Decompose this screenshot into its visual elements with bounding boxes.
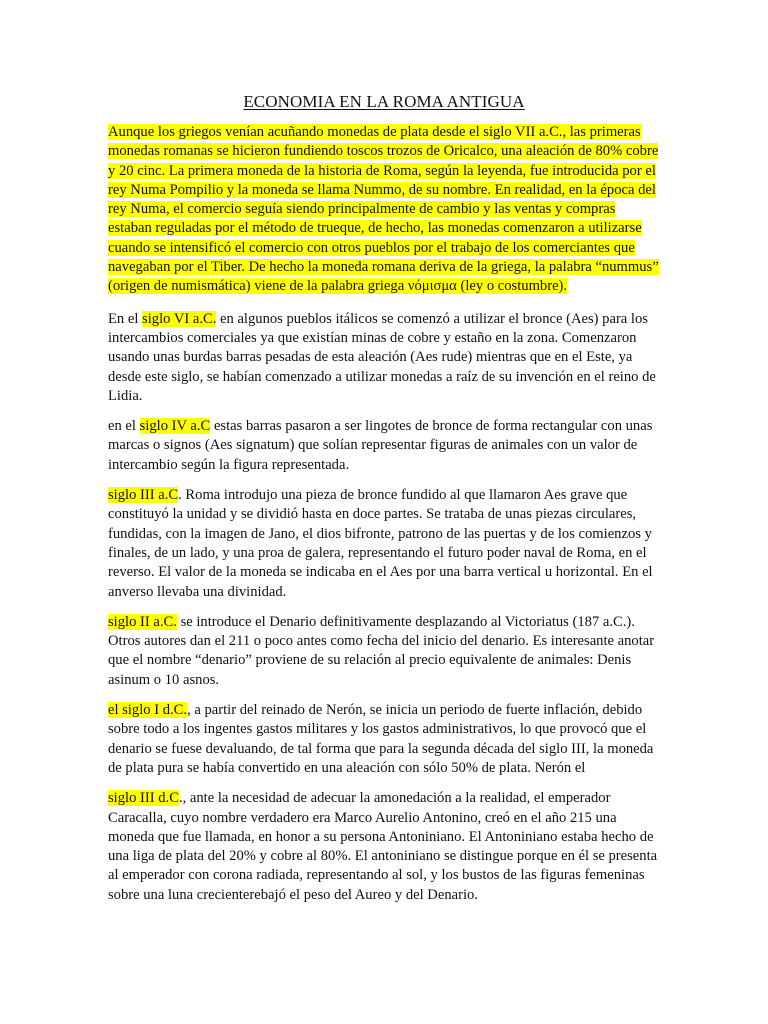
paragraph-body: ., ante la necesidad de adecuar la amonedación a la realidad, el emperador Caracalla, cuyo nombre verdadero era Marco Aurelio Antonino, creó en el año 215 una moneda que fue llamada, en honor a su persona Antoniniano. El Antoniniano estaba hecho de una liga de plata del 20% y cobre al 80%. El antoniniano se distingue porque en él se presenta al emperador con corona radiada, representando al sol, y los bustos de las figuras femeninas sobre una luna crecienterebajó el peso del Aureo y del Denario. <box>108 790 658 903</box>
highlighted-era: siglo II a.C. <box>108 613 177 630</box>
paragraph-body: , a partir del reinado de Nerón, se inicia un periodo de fuerte inflación, debido sobre todo a los ingentes gastos militares y los gastos administrativos, lo que provocó que el denario se fuese devaluando, de tal forma que para la segunda década del siglo III, la moneda de plata pura se había convertido en una aleación con sólo 50% de plata. Nerón el <box>108 702 654 776</box>
highlighted-era: siglo VI a.C. <box>142 310 217 327</box>
intro-highlighted-text: Aunque los griegos venían acuñando monedas de plata desde el siglo VII a.C., las primeras monedas romanas se hicieron fundiendo toscos trozos de Oricalco, una aleación de 80% cobre y 20 cinc. La primera moneda de la historia de Roma, según la leyenda, fue introducida por el rey Numa Pompilio y la moneda se llama Nummo, de su nombre. En realidad, en la época del rey Numa, el comercio seguía siendo principalmente de cambio y las ventas y compras estaban reguladas por el método de trueque, de hecho, las monedas comenzaron a utilizarse cuando se intensificó el comercio con otros pueblos por el trabajo de los comerciantes que navegaban por el Tiber. De hecho la moneda romana deriva de la griega, la palabra “nummus” (origen de numismática) viene de la palabra griega νόμισμα (ley o costumbre). <box>108 124 659 295</box>
paragraph-siglo-iii-dc <box>108 789 660 905</box>
highlighted-era: siglo IV a.C <box>139 418 211 435</box>
paragraph-body: en algunos pueblos itálicos se comenzó a utilizar el bronce (Aes) para los intercambios comerciales ya que existían minas de cobre y estaño en la zona. Comenzaron usando unas burdas barras pesadas de esta aleación (Aes rude) mientras que en el Este, ya desde este siglo, se habían comenzado a utilizar monedas a raíz de su invención en el reino de Lidia. <box>108 310 656 404</box>
paragraph-siglo-ii <box>108 613 660 690</box>
intro-paragraph <box>108 123 660 297</box>
paragraph-prefix: en el <box>108 418 140 435</box>
paragraph-body: estas barras pasaron a ser lingotes de bronce de forma rectangular con unas marcas o signos (Aes signatum) que solían representar figuras de animales con un valor de intercambio según la figura representada. <box>108 418 653 473</box>
paragraph-body: se introduce el Denario definitivamente desplazando al Victoriatus (187 a.C.). Otros autores dan el 211 o poco antes como fecha del inicio del denario. Es interesante anotar que el nombre “denario” proviene de su relación al precio equivalente de animales: Denis asinum o 10 asnos. <box>108 613 655 688</box>
paragraph-siglo-iv <box>108 417 660 475</box>
highlighted-era: siglo III a.C <box>108 487 179 504</box>
highlighted-era: siglo III d.C <box>108 790 179 807</box>
paragraph-body: . Roma introdujo una pieza de bronce fundido al que llamaron Aes grave que constituyó la unidad y se dividió hasta en doce partes. Se trataba de unas piezas circulares, fundidas, con la imagen de Jano, el dios bifronte, patrono de las puertas y de los comienzos y finales, de un lado, y una proa de galera, representando el futuro poder naval de Roma, en el reverso. El valor de la moneda se indicaba en el Aes por una barra vertical u horizontal. En el anverso llevaba una divinidad. <box>108 487 653 600</box>
document-title: ECONOMIA EN LA ROMA ANTIGUA <box>243 92 525 111</box>
paragraph-siglo-iii <box>108 486 660 602</box>
highlighted-era: el siglo I d.C. <box>108 702 188 719</box>
paragraph-siglo-i-dc <box>108 701 660 778</box>
paragraph-prefix: En el <box>108 310 143 327</box>
paragraph-siglo-vi <box>108 310 660 406</box>
